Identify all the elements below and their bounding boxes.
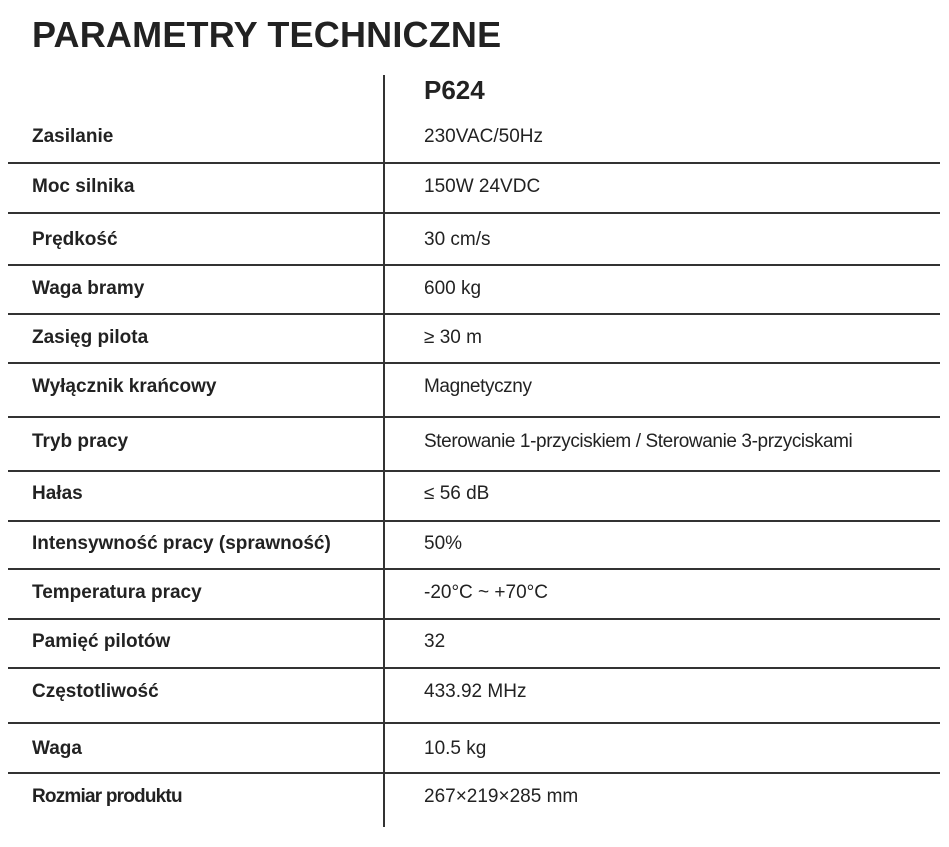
spec-label: Wyłącznik krańcowy bbox=[32, 376, 217, 397]
row-divider bbox=[8, 667, 940, 669]
spec-value: 50% bbox=[424, 533, 463, 554]
spec-value: 600 kg bbox=[424, 278, 482, 299]
spec-value: Sterowanie 1-przyciskiem / Sterowanie 3-przyciskami bbox=[424, 431, 853, 452]
spec-label: Moc silnika bbox=[32, 176, 135, 197]
row-divider bbox=[8, 470, 940, 472]
model-name: P624 bbox=[424, 75, 485, 105]
row-divider bbox=[8, 618, 940, 620]
spec-value: 150W 24VDC bbox=[424, 176, 541, 197]
spec-value: 267×219×285 mm bbox=[424, 786, 579, 807]
row-divider bbox=[8, 313, 940, 315]
spec-value: 433.92 MHz bbox=[424, 681, 527, 702]
spec-label: Pamięć pilotów bbox=[32, 631, 171, 652]
spec-value: 10.5 kg bbox=[424, 738, 487, 759]
row-divider bbox=[8, 520, 940, 522]
spec-label: Zasięg pilota bbox=[32, 327, 149, 348]
row-divider bbox=[8, 362, 940, 364]
spec-value: 30 cm/s bbox=[424, 229, 491, 250]
row-divider bbox=[8, 772, 940, 774]
spec-label: Temperatura pracy bbox=[32, 582, 202, 603]
page-title: PARAMETRY TECHNICZNE bbox=[32, 14, 502, 55]
spec-value: ≤ 56 dB bbox=[424, 483, 490, 504]
column-divider bbox=[383, 75, 385, 827]
spec-label: Tryb pracy bbox=[32, 431, 129, 452]
spec-label: Waga bbox=[32, 738, 82, 759]
spec-label: Częstotliwość bbox=[32, 681, 159, 702]
spec-value: 32 bbox=[424, 631, 446, 652]
spec-label: Prędkość bbox=[32, 229, 118, 250]
row-divider bbox=[8, 264, 940, 266]
row-divider bbox=[8, 568, 940, 570]
spec-label: Intensywność pracy (sprawność) bbox=[32, 533, 331, 554]
row-divider bbox=[8, 212, 940, 214]
spec-label: Hałas bbox=[32, 483, 83, 504]
row-divider bbox=[8, 722, 940, 724]
spec-label: Waga bramy bbox=[32, 278, 145, 299]
spec-label: Rozmiar produktu bbox=[32, 786, 182, 807]
spec-value: -20°C ~ +70°C bbox=[424, 582, 548, 603]
spec-label: Zasilanie bbox=[32, 126, 114, 147]
row-divider bbox=[8, 416, 940, 418]
spec-value: Magnetyczny bbox=[424, 376, 532, 397]
row-divider bbox=[8, 162, 940, 164]
spec-value: ≥ 30 m bbox=[424, 327, 482, 348]
spec-value: 230VAC/50Hz bbox=[424, 126, 543, 147]
